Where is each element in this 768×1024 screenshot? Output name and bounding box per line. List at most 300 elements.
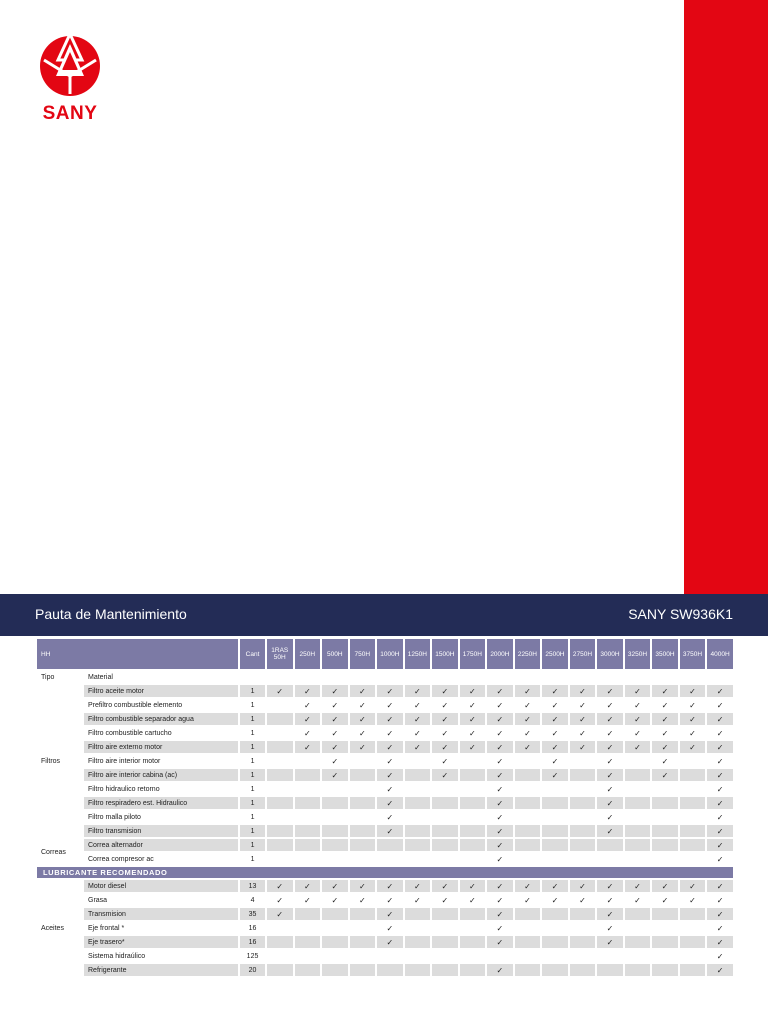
- page-title: Pauta de Mantenimiento: [35, 606, 187, 622]
- check-icon: ✓: [707, 699, 733, 711]
- empty-cell: [515, 825, 541, 837]
- empty-cell: [460, 922, 486, 934]
- empty-cell: [350, 853, 376, 865]
- empty-cell: [542, 811, 568, 823]
- check-icon: ✓: [652, 713, 678, 725]
- category-label: Aceites: [37, 880, 82, 976]
- sany-emblem-icon: [30, 30, 110, 102]
- header-interval: 1500H: [432, 639, 458, 669]
- empty-cell: [267, 797, 293, 809]
- check-icon: ✓: [597, 713, 623, 725]
- empty-cell: [267, 727, 293, 739]
- empty-cell: [350, 769, 376, 781]
- empty-cell: [570, 936, 596, 948]
- empty-cell: [597, 950, 623, 962]
- empty-cell: [460, 839, 486, 851]
- check-icon: ✓: [542, 685, 568, 697]
- check-icon: ✓: [460, 880, 486, 892]
- empty-cell: [405, 964, 431, 976]
- header-interval: 250H: [295, 639, 321, 669]
- empty-cell: [267, 755, 293, 767]
- table-row: [37, 755, 733, 767]
- item-name: Prefiltro combustible elemento: [84, 699, 238, 711]
- check-icon: ✓: [597, 908, 623, 920]
- empty-cell: [652, 964, 678, 976]
- empty-cell: [295, 839, 321, 851]
- check-icon: ✓: [680, 699, 706, 711]
- check-icon: ✓: [405, 741, 431, 753]
- check-icon: ✓: [487, 853, 513, 865]
- header-interval: 3000H: [597, 639, 623, 669]
- check-icon: ✓: [652, 699, 678, 711]
- check-icon: ✓: [460, 713, 486, 725]
- check-icon: ✓: [707, 950, 733, 962]
- empty-cell: [515, 908, 541, 920]
- check-icon: ✓: [652, 769, 678, 781]
- check-icon: ✓: [350, 741, 376, 753]
- empty-cell: [322, 825, 348, 837]
- empty-cell: [432, 797, 458, 809]
- empty-cell: [350, 936, 376, 948]
- check-icon: ✓: [707, 880, 733, 892]
- check-icon: ✓: [707, 908, 733, 920]
- empty-cell: [542, 964, 568, 976]
- item-qty: 1: [240, 727, 265, 739]
- empty-cell: [680, 853, 706, 865]
- empty-cell: [405, 936, 431, 948]
- empty-cell: [570, 853, 596, 865]
- table-row: [37, 853, 733, 865]
- check-icon: ✓: [542, 769, 568, 781]
- check-icon: ✓: [625, 894, 651, 906]
- check-icon: ✓: [377, 908, 403, 920]
- empty-cell: [405, 797, 431, 809]
- check-icon: ✓: [597, 894, 623, 906]
- empty-cell: [680, 797, 706, 809]
- empty-cell: [267, 741, 293, 753]
- table-row: [37, 894, 733, 906]
- check-icon: ✓: [680, 741, 706, 753]
- check-icon: ✓: [487, 797, 513, 809]
- check-icon: ✓: [377, 685, 403, 697]
- check-icon: ✓: [322, 685, 348, 697]
- maintenance-table-wrap: [35, 637, 735, 978]
- empty-cell: [570, 922, 596, 934]
- empty-cell: [625, 811, 651, 823]
- empty-cell: [460, 783, 486, 795]
- table-header-row: [37, 639, 733, 669]
- check-icon: ✓: [487, 839, 513, 851]
- check-icon: ✓: [295, 685, 321, 697]
- empty-cell: [652, 839, 678, 851]
- empty-cell: [460, 825, 486, 837]
- check-icon: ✓: [707, 713, 733, 725]
- check-icon: ✓: [487, 713, 513, 725]
- check-icon: ✓: [652, 727, 678, 739]
- tipo-label: Tipo: [37, 671, 82, 683]
- empty-cell: [295, 936, 321, 948]
- check-icon: ✓: [405, 685, 431, 697]
- item-name: Motor diesel: [84, 880, 238, 892]
- check-icon: ✓: [377, 755, 403, 767]
- empty-cell: [405, 783, 431, 795]
- check-icon: ✓: [405, 727, 431, 739]
- check-icon: ✓: [597, 783, 623, 795]
- item-name: Filtro aire interior motor: [84, 755, 238, 767]
- item-qty: 1: [240, 825, 265, 837]
- empty-cell: [295, 922, 321, 934]
- check-icon: ✓: [322, 713, 348, 725]
- empty-cell: [570, 797, 596, 809]
- check-icon: ✓: [707, 964, 733, 976]
- check-icon: ✓: [625, 685, 651, 697]
- empty-cell: [515, 797, 541, 809]
- header-interval: 2250H: [515, 639, 541, 669]
- check-icon: ✓: [597, 755, 623, 767]
- check-icon: ✓: [432, 685, 458, 697]
- check-icon: ✓: [487, 755, 513, 767]
- empty-cell: [515, 783, 541, 795]
- check-icon: ✓: [542, 699, 568, 711]
- empty-cell: [295, 908, 321, 920]
- empty-cell: [542, 783, 568, 795]
- empty-cell: [460, 853, 486, 865]
- empty-cell: [432, 908, 458, 920]
- empty-cell: [405, 922, 431, 934]
- empty-cell: [432, 922, 458, 934]
- check-icon: ✓: [515, 699, 541, 711]
- lubricant-section-title: LUBRICANTE RECOMENDADO: [37, 867, 733, 878]
- check-icon: ✓: [432, 880, 458, 892]
- empty-cell: [680, 950, 706, 962]
- item-qty: 1: [240, 797, 265, 809]
- check-icon: ✓: [405, 699, 431, 711]
- empty-cell: [350, 811, 376, 823]
- header-hh: HH: [37, 639, 238, 669]
- empty-cell: [680, 755, 706, 767]
- check-icon: ✓: [295, 741, 321, 753]
- check-icon: ✓: [322, 755, 348, 767]
- item-name: Correa alternador: [84, 839, 238, 851]
- check-icon: ✓: [570, 685, 596, 697]
- check-icon: ✓: [377, 741, 403, 753]
- check-icon: ✓: [707, 811, 733, 823]
- empty-cell: [377, 950, 403, 962]
- empty-cell: [405, 908, 431, 920]
- empty-cell: [460, 769, 486, 781]
- header-interval: 1250H: [405, 639, 431, 669]
- empty-cell: [322, 839, 348, 851]
- empty-cell: [542, 908, 568, 920]
- check-icon: ✓: [377, 783, 403, 795]
- check-icon: ✓: [707, 839, 733, 851]
- empty-cell: [267, 950, 293, 962]
- empty-cell: [350, 839, 376, 851]
- check-icon: ✓: [267, 685, 293, 697]
- check-icon: ✓: [487, 880, 513, 892]
- check-icon: ✓: [680, 713, 706, 725]
- check-icon: ✓: [707, 727, 733, 739]
- check-icon: ✓: [597, 936, 623, 948]
- empty-cell: [570, 769, 596, 781]
- header-interval: 500H: [322, 639, 348, 669]
- brand-name: SANY: [42, 103, 98, 124]
- check-icon: ✓: [652, 880, 678, 892]
- check-icon: ✓: [377, 699, 403, 711]
- check-icon: ✓: [515, 685, 541, 697]
- sany-logo: [30, 30, 110, 130]
- check-icon: ✓: [597, 741, 623, 753]
- empty-cell: [322, 797, 348, 809]
- check-icon: ✓: [625, 699, 651, 711]
- item-name: Filtro aire externo motor: [84, 741, 238, 753]
- item-qty: 1: [240, 769, 265, 781]
- empty-cell: [625, 783, 651, 795]
- check-icon: ✓: [405, 880, 431, 892]
- table-row: [37, 699, 733, 711]
- check-icon: ✓: [322, 769, 348, 781]
- header-interval: 1750H: [460, 639, 486, 669]
- empty-cell: [515, 755, 541, 767]
- empty-cell: [322, 783, 348, 795]
- check-icon: ✓: [707, 922, 733, 934]
- empty-cell: [377, 839, 403, 851]
- empty-cell: [377, 964, 403, 976]
- empty-cell: [597, 853, 623, 865]
- check-icon: ✓: [487, 685, 513, 697]
- check-icon: ✓: [625, 880, 651, 892]
- empty-cell: [405, 755, 431, 767]
- red-side-band: [684, 0, 768, 594]
- check-icon: ✓: [350, 713, 376, 725]
- table-row: [37, 685, 733, 697]
- check-icon: ✓: [377, 797, 403, 809]
- check-icon: ✓: [350, 685, 376, 697]
- check-icon: ✓: [377, 713, 403, 725]
- check-icon: ✓: [322, 741, 348, 753]
- check-icon: ✓: [295, 699, 321, 711]
- header-interval: 1000H: [377, 639, 403, 669]
- empty-cell: [350, 797, 376, 809]
- check-icon: ✓: [707, 825, 733, 837]
- empty-cell: [570, 839, 596, 851]
- header-interval: 1RAS 50H: [267, 639, 293, 669]
- header-interval: 3250H: [625, 639, 651, 669]
- empty-cell: [322, 950, 348, 962]
- empty-cell: [597, 964, 623, 976]
- check-icon: ✓: [515, 894, 541, 906]
- check-icon: ✓: [487, 922, 513, 934]
- check-icon: ✓: [707, 741, 733, 753]
- check-icon: ✓: [350, 880, 376, 892]
- empty-cell: [515, 936, 541, 948]
- check-icon: ✓: [707, 894, 733, 906]
- check-icon: ✓: [597, 797, 623, 809]
- category-label: Correas: [37, 839, 82, 865]
- table-row: [37, 880, 733, 892]
- check-icon: ✓: [680, 880, 706, 892]
- check-icon: ✓: [515, 880, 541, 892]
- empty-cell: [680, 922, 706, 934]
- table-row: [37, 783, 733, 795]
- material-label: Material: [84, 671, 238, 683]
- check-icon: ✓: [707, 936, 733, 948]
- empty-cell: [570, 964, 596, 976]
- check-icon: ✓: [652, 755, 678, 767]
- check-icon: ✓: [570, 713, 596, 725]
- empty-cell: [680, 964, 706, 976]
- table-row: [37, 839, 733, 851]
- check-icon: ✓: [625, 741, 651, 753]
- table-row: [37, 727, 733, 739]
- empty-cell: [267, 964, 293, 976]
- empty-cell: [652, 797, 678, 809]
- item-name: Correa compresor ac: [84, 853, 238, 865]
- check-icon: ✓: [460, 685, 486, 697]
- item-qty: 4: [240, 894, 265, 906]
- empty-cell: [625, 797, 651, 809]
- empty-cell: [597, 839, 623, 851]
- empty-cell: [680, 839, 706, 851]
- table-row: [37, 950, 733, 962]
- empty-cell: [267, 811, 293, 823]
- section-row: [37, 867, 733, 878]
- empty-cell: [322, 811, 348, 823]
- check-icon: ✓: [460, 894, 486, 906]
- empty-cell: [460, 964, 486, 976]
- empty-cell: [515, 964, 541, 976]
- item-name: Eje frontal *: [84, 922, 238, 934]
- empty-cell: [625, 908, 651, 920]
- check-icon: ✓: [542, 894, 568, 906]
- empty-cell: [515, 811, 541, 823]
- check-icon: ✓: [487, 964, 513, 976]
- check-icon: ✓: [680, 894, 706, 906]
- empty-cell: [267, 936, 293, 948]
- check-icon: ✓: [295, 894, 321, 906]
- check-icon: ✓: [570, 727, 596, 739]
- empty-cell: [652, 825, 678, 837]
- check-icon: ✓: [432, 713, 458, 725]
- check-icon: ✓: [267, 880, 293, 892]
- item-qty: 1: [240, 741, 265, 753]
- item-qty: 1: [240, 839, 265, 851]
- empty-cell: [350, 964, 376, 976]
- check-icon: ✓: [625, 727, 651, 739]
- item-name: Sistema hidraúlico: [84, 950, 238, 962]
- category-label: Filtros: [37, 685, 82, 837]
- table-row: [37, 713, 733, 725]
- empty-cell: [625, 853, 651, 865]
- check-icon: ✓: [487, 825, 513, 837]
- check-icon: ✓: [597, 825, 623, 837]
- empty-cell: [680, 825, 706, 837]
- empty-cell: [680, 936, 706, 948]
- empty-cell: [570, 783, 596, 795]
- check-icon: ✓: [432, 699, 458, 711]
- check-icon: ✓: [597, 699, 623, 711]
- empty-cell: [515, 839, 541, 851]
- table-row: [37, 769, 733, 781]
- check-icon: ✓: [322, 699, 348, 711]
- empty-cell: [515, 922, 541, 934]
- empty-cell: [350, 783, 376, 795]
- empty-cell: [432, 936, 458, 948]
- check-icon: ✓: [350, 727, 376, 739]
- empty-cell: [460, 797, 486, 809]
- check-icon: ✓: [377, 936, 403, 948]
- check-icon: ✓: [652, 741, 678, 753]
- empty-cell: [350, 950, 376, 962]
- check-icon: ✓: [377, 727, 403, 739]
- empty-cell: [542, 853, 568, 865]
- check-icon: ✓: [707, 755, 733, 767]
- empty-cell: [295, 797, 321, 809]
- item-name: Filtro malla piloto: [84, 811, 238, 823]
- empty-cell: [322, 964, 348, 976]
- empty-cell: [405, 950, 431, 962]
- check-icon: ✓: [487, 727, 513, 739]
- empty-cell: [295, 769, 321, 781]
- empty-cell: [267, 783, 293, 795]
- empty-cell: [515, 769, 541, 781]
- empty-cell: [405, 853, 431, 865]
- empty-cell: [377, 853, 403, 865]
- empty-cell: [405, 825, 431, 837]
- empty-cell: [432, 839, 458, 851]
- check-icon: ✓: [405, 894, 431, 906]
- empty-cell: [295, 964, 321, 976]
- empty-cell: [460, 811, 486, 823]
- item-qty: 1: [240, 853, 265, 865]
- check-icon: ✓: [597, 880, 623, 892]
- header-cant: Cant: [240, 639, 265, 669]
- empty-cell: [267, 839, 293, 851]
- empty-cell: [625, 936, 651, 948]
- check-icon: ✓: [460, 741, 486, 753]
- check-icon: ✓: [460, 727, 486, 739]
- empty-cell: [487, 950, 513, 962]
- empty-cell: [267, 769, 293, 781]
- check-icon: ✓: [680, 685, 706, 697]
- check-icon: ✓: [542, 880, 568, 892]
- empty-cell: [295, 825, 321, 837]
- tipo-filler: [240, 671, 733, 683]
- empty-cell: [680, 908, 706, 920]
- check-icon: ✓: [487, 908, 513, 920]
- check-icon: ✓: [542, 727, 568, 739]
- check-icon: ✓: [432, 755, 458, 767]
- empty-cell: [652, 936, 678, 948]
- item-qty: 20: [240, 964, 265, 976]
- empty-cell: [625, 964, 651, 976]
- empty-cell: [625, 922, 651, 934]
- empty-cell: [432, 825, 458, 837]
- empty-cell: [267, 699, 293, 711]
- check-icon: ✓: [487, 811, 513, 823]
- check-icon: ✓: [542, 755, 568, 767]
- empty-cell: [350, 922, 376, 934]
- item-qty: 1: [240, 699, 265, 711]
- empty-cell: [350, 908, 376, 920]
- header-bar: [0, 594, 768, 636]
- check-icon: ✓: [432, 894, 458, 906]
- empty-cell: [542, 797, 568, 809]
- item-name: Filtro hidraulico retorno: [84, 783, 238, 795]
- check-icon: ✓: [570, 894, 596, 906]
- item-qty: 125: [240, 950, 265, 962]
- item-qty: 1: [240, 811, 265, 823]
